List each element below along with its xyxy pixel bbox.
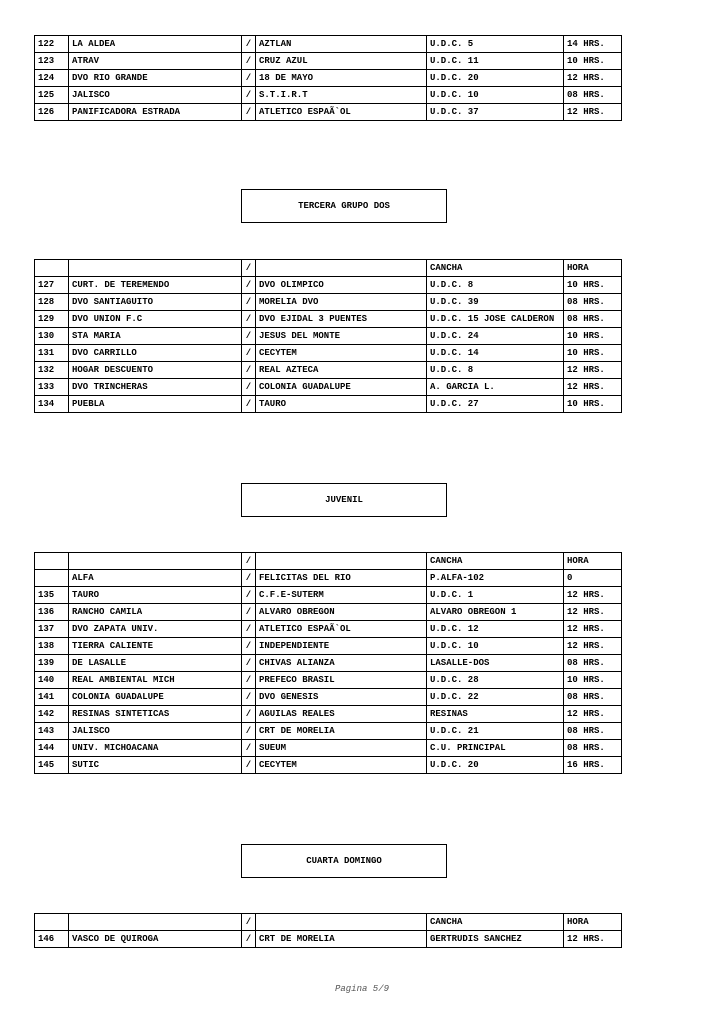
- match-number-cell: 132: [35, 362, 69, 379]
- separator-cell: /: [242, 70, 256, 87]
- match-number-cell: 131: [35, 345, 69, 362]
- home-team-cell: DVO RIO GRANDE: [69, 70, 242, 87]
- home-team-cell: DVO ZAPATA UNIV.: [69, 621, 242, 638]
- separator-cell: /: [242, 36, 256, 53]
- separator-cell: /: [242, 638, 256, 655]
- home-team-cell: RESINAS SINTETICAS: [69, 706, 242, 723]
- page-footer: Pagina 5/9: [334, 984, 389, 994]
- separator-cell: /: [242, 379, 256, 396]
- separator-cell: /: [242, 53, 256, 70]
- separator-cell: /: [242, 396, 256, 413]
- separator-cell: /: [242, 277, 256, 294]
- table-row: [35, 396, 622, 413]
- time-cell: 12 HRS.: [564, 604, 622, 621]
- time-cell: 08 HRS.: [564, 294, 622, 311]
- header-separator-cell: /: [242, 260, 256, 277]
- away-team-cell: DVO GENESIS: [256, 689, 427, 706]
- table-row: [35, 757, 622, 774]
- time-cell: 12 HRS.: [564, 706, 622, 723]
- table-row: [35, 723, 622, 740]
- separator-cell: /: [242, 328, 256, 345]
- table-row: [35, 104, 622, 121]
- match-number-cell: 138: [35, 638, 69, 655]
- table-row: [35, 379, 622, 396]
- home-team-cell: COLONIA GUADALUPE: [69, 689, 242, 706]
- field-cell: U.D.C. 12: [427, 621, 564, 638]
- field-cell: U.D.C. 11: [427, 53, 564, 70]
- separator-cell: /: [242, 362, 256, 379]
- table-row: [35, 621, 622, 638]
- table-row: [35, 311, 622, 328]
- time-cell: 12 HRS.: [564, 379, 622, 396]
- time-cell: 12 HRS.: [564, 362, 622, 379]
- match-number-cell: 136: [35, 604, 69, 621]
- time-cell: 08 HRS.: [564, 87, 622, 104]
- time-cell: 10 HRS.: [564, 277, 622, 294]
- match-number-cell: 126: [35, 104, 69, 121]
- separator-cell: /: [242, 931, 256, 948]
- field-cell: A. GARCIA L.: [427, 379, 564, 396]
- away-team-cell: 18 DE MAYO: [256, 70, 427, 87]
- time-cell: 14 HRS.: [564, 36, 622, 53]
- away-team-cell: CECYTEM: [256, 757, 427, 774]
- home-team-cell: DE LASALLE: [69, 655, 242, 672]
- home-team-cell: DVO UNION F.C: [69, 311, 242, 328]
- field-cell: U.D.C. 5: [427, 36, 564, 53]
- field-cell: LASALLE-DOS: [427, 655, 564, 672]
- match-number-cell: 133: [35, 379, 69, 396]
- match-number-cell: 146: [35, 931, 69, 948]
- header-match-number-cell: [35, 553, 69, 570]
- time-cell: 08 HRS.: [564, 740, 622, 757]
- field-cell: U.D.C. 20: [427, 70, 564, 87]
- home-team-cell: PUEBLA: [69, 396, 242, 413]
- table-row: [35, 328, 622, 345]
- separator-cell: /: [242, 672, 256, 689]
- table-row: [35, 294, 622, 311]
- time-cell: 12 HRS.: [564, 104, 622, 121]
- field-cell: U.D.C. 14: [427, 345, 564, 362]
- home-team-cell: TAURO: [69, 587, 242, 604]
- table-row: [35, 70, 622, 87]
- away-team-cell: DVO OLIMPICO: [256, 277, 427, 294]
- field-cell: U.D.C. 39: [427, 294, 564, 311]
- header-time-cell: HORA: [564, 260, 622, 277]
- match-number-cell: 129: [35, 311, 69, 328]
- time-cell: 10 HRS.: [564, 396, 622, 413]
- time-cell: 08 HRS.: [564, 689, 622, 706]
- time-cell: 0: [564, 570, 622, 587]
- home-team-cell: DVO TRINCHERAS: [69, 379, 242, 396]
- separator-cell: /: [242, 104, 256, 121]
- time-cell: 10 HRS.: [564, 328, 622, 345]
- away-team-cell: SUEUM: [256, 740, 427, 757]
- match-number-cell: 122: [35, 36, 69, 53]
- time-cell: 10 HRS.: [564, 345, 622, 362]
- header-away-team-cell: [256, 260, 427, 277]
- away-team-cell: INDEPENDIENTE: [256, 638, 427, 655]
- header-time-cell: HORA: [564, 553, 622, 570]
- match-number-cell: 135: [35, 587, 69, 604]
- table-row: [35, 604, 622, 621]
- away-team-cell: AZTLAN: [256, 36, 427, 53]
- home-team-cell: JALISCO: [69, 723, 242, 740]
- table-row: [35, 362, 622, 379]
- match-number-cell: 142: [35, 706, 69, 723]
- home-team-cell: DVO CARRILLO: [69, 345, 242, 362]
- away-team-cell: DVO EJIDAL 3 PUENTES: [256, 311, 427, 328]
- away-team-cell: JESUS DEL MONTE: [256, 328, 427, 345]
- field-cell: C.U. PRINCIPAL: [427, 740, 564, 757]
- fixtures-table-juvenil: [34, 552, 622, 774]
- separator-cell: /: [242, 294, 256, 311]
- field-cell: U.D.C. 8: [427, 277, 564, 294]
- header-match-number-cell: [35, 914, 69, 931]
- header-home-team-cell: [69, 914, 242, 931]
- separator-cell: /: [242, 621, 256, 638]
- table-row: [35, 672, 622, 689]
- field-cell: U.D.C. 24: [427, 328, 564, 345]
- away-team-cell: C.F.E-SUTERM: [256, 587, 427, 604]
- match-number-cell: 127: [35, 277, 69, 294]
- home-team-cell: LA ALDEA: [69, 36, 242, 53]
- match-number-cell: 124: [35, 70, 69, 87]
- separator-cell: /: [242, 345, 256, 362]
- separator-cell: /: [242, 587, 256, 604]
- time-cell: 12 HRS.: [564, 70, 622, 87]
- table-header-row: [35, 553, 622, 570]
- field-cell: U.D.C. 10: [427, 638, 564, 655]
- away-team-cell: S.T.I.R.T: [256, 87, 427, 104]
- field-cell: U.D.C. 1: [427, 587, 564, 604]
- table-row: [35, 931, 622, 948]
- header-separator-cell: /: [242, 914, 256, 931]
- away-team-cell: CHIVAS ALIANZA: [256, 655, 427, 672]
- table-row: [35, 87, 622, 104]
- match-number-cell: 143: [35, 723, 69, 740]
- match-number-cell: 137: [35, 621, 69, 638]
- match-number-cell: 139: [35, 655, 69, 672]
- table-row: [35, 345, 622, 362]
- match-number-cell: 141: [35, 689, 69, 706]
- time-cell: 12 HRS.: [564, 638, 622, 655]
- match-number-cell: 144: [35, 740, 69, 757]
- home-team-cell: VASCO DE QUIROGA: [69, 931, 242, 948]
- table-row: [35, 706, 622, 723]
- separator-cell: /: [242, 740, 256, 757]
- home-team-cell: STA MARIA: [69, 328, 242, 345]
- header-field-cell: CANCHA: [427, 260, 564, 277]
- table-row: [35, 36, 622, 53]
- separator-cell: /: [242, 706, 256, 723]
- section-title-tercera-grupo-dos: TERCERA GRUPO DOS: [241, 189, 447, 223]
- field-cell: U.D.C. 15 JOSE CALDERON: [427, 311, 564, 328]
- away-team-cell: ALVARO OBREGON: [256, 604, 427, 621]
- field-cell: U.D.C. 10: [427, 87, 564, 104]
- table-row: [35, 53, 622, 70]
- home-team-cell: ALFA: [69, 570, 242, 587]
- home-team-cell: DVO SANTIAGUITO: [69, 294, 242, 311]
- header-away-team-cell: [256, 553, 427, 570]
- fixtures-table-cuarta-domingo: [34, 913, 622, 948]
- time-cell: 12 HRS.: [564, 621, 622, 638]
- home-team-cell: ATRAV: [69, 53, 242, 70]
- header-match-number-cell: [35, 260, 69, 277]
- header-away-team-cell: [256, 914, 427, 931]
- home-team-cell: REAL AMBIENTAL MICH: [69, 672, 242, 689]
- fixtures-table-top: [34, 35, 622, 121]
- table-row: [35, 689, 622, 706]
- match-number-cell: 130: [35, 328, 69, 345]
- away-team-cell: REAL AZTECA: [256, 362, 427, 379]
- field-cell: U.D.C. 28: [427, 672, 564, 689]
- home-team-cell: HOGAR DESCUENTO: [69, 362, 242, 379]
- header-home-team-cell: [69, 260, 242, 277]
- header-time-cell: HORA: [564, 914, 622, 931]
- away-team-cell: ATLETICO ESPAÃ`OL: [256, 104, 427, 121]
- match-number-cell: 123: [35, 53, 69, 70]
- field-cell: GERTRUDIS SANCHEZ: [427, 931, 564, 948]
- table-row: [35, 277, 622, 294]
- table-row: [35, 638, 622, 655]
- away-team-cell: CECYTEM: [256, 345, 427, 362]
- home-team-cell: RANCHO CAMILA: [69, 604, 242, 621]
- header-field-cell: CANCHA: [427, 553, 564, 570]
- separator-cell: /: [242, 604, 256, 621]
- section-title-cuarta-domingo: CUARTA DOMINGO: [241, 844, 447, 878]
- away-team-cell: CRT DE MORELIA: [256, 723, 427, 740]
- match-number-cell: 140: [35, 672, 69, 689]
- header-home-team-cell: [69, 553, 242, 570]
- away-team-cell: MORELIA DVO: [256, 294, 427, 311]
- separator-cell: /: [242, 570, 256, 587]
- match-number-cell: 125: [35, 87, 69, 104]
- away-team-cell: AGUILAS REALES: [256, 706, 427, 723]
- time-cell: 10 HRS.: [564, 53, 622, 70]
- time-cell: 08 HRS.: [564, 311, 622, 328]
- away-team-cell: PREFECO BRASIL: [256, 672, 427, 689]
- header-separator-cell: /: [242, 553, 256, 570]
- header-field-cell: CANCHA: [427, 914, 564, 931]
- home-team-cell: CURT. DE TEREMENDO: [69, 277, 242, 294]
- field-cell: P.ALFA-102: [427, 570, 564, 587]
- separator-cell: /: [242, 655, 256, 672]
- separator-cell: /: [242, 723, 256, 740]
- table-row: [35, 740, 622, 757]
- separator-cell: /: [242, 311, 256, 328]
- home-team-cell: JALISCO: [69, 87, 242, 104]
- table-header-row: [35, 260, 622, 277]
- away-team-cell: FELICITAS DEL RIO: [256, 570, 427, 587]
- field-cell: U.D.C. 37: [427, 104, 564, 121]
- field-cell: U.D.C. 21: [427, 723, 564, 740]
- table-row: [35, 587, 622, 604]
- time-cell: 16 HRS.: [564, 757, 622, 774]
- time-cell: 08 HRS.: [564, 655, 622, 672]
- separator-cell: /: [242, 757, 256, 774]
- match-number-cell: [35, 570, 69, 587]
- home-team-cell: UNIV. MICHOACANA: [69, 740, 242, 757]
- away-team-cell: TAURO: [256, 396, 427, 413]
- table-header-row: [35, 914, 622, 931]
- table-row: [35, 570, 622, 587]
- away-team-cell: ATLETICO ESPAÃ`OL: [256, 621, 427, 638]
- field-cell: U.D.C. 20: [427, 757, 564, 774]
- match-number-cell: 128: [35, 294, 69, 311]
- field-cell: RESINAS: [427, 706, 564, 723]
- time-cell: 12 HRS.: [564, 931, 622, 948]
- field-cell: U.D.C. 27: [427, 396, 564, 413]
- time-cell: 08 HRS.: [564, 723, 622, 740]
- away-team-cell: CRUZ AZUL: [256, 53, 427, 70]
- home-team-cell: SUTIC: [69, 757, 242, 774]
- fixtures-table-tercera-grupo-dos: [34, 259, 622, 413]
- field-cell: U.D.C. 22: [427, 689, 564, 706]
- separator-cell: /: [242, 87, 256, 104]
- home-team-cell: PANIFICADORA ESTRADA: [69, 104, 242, 121]
- separator-cell: /: [242, 689, 256, 706]
- match-number-cell: 145: [35, 757, 69, 774]
- home-team-cell: TIERRA CALIENTE: [69, 638, 242, 655]
- match-number-cell: 134: [35, 396, 69, 413]
- field-cell: ALVARO OBREGON 1: [427, 604, 564, 621]
- time-cell: 12 HRS.: [564, 587, 622, 604]
- away-team-cell: CRT DE MORELIA: [256, 931, 427, 948]
- away-team-cell: COLONIA GUADALUPE: [256, 379, 427, 396]
- table-row: [35, 655, 622, 672]
- time-cell: 10 HRS.: [564, 672, 622, 689]
- field-cell: U.D.C. 8: [427, 362, 564, 379]
- section-title-juvenil: JUVENIL: [241, 483, 447, 517]
